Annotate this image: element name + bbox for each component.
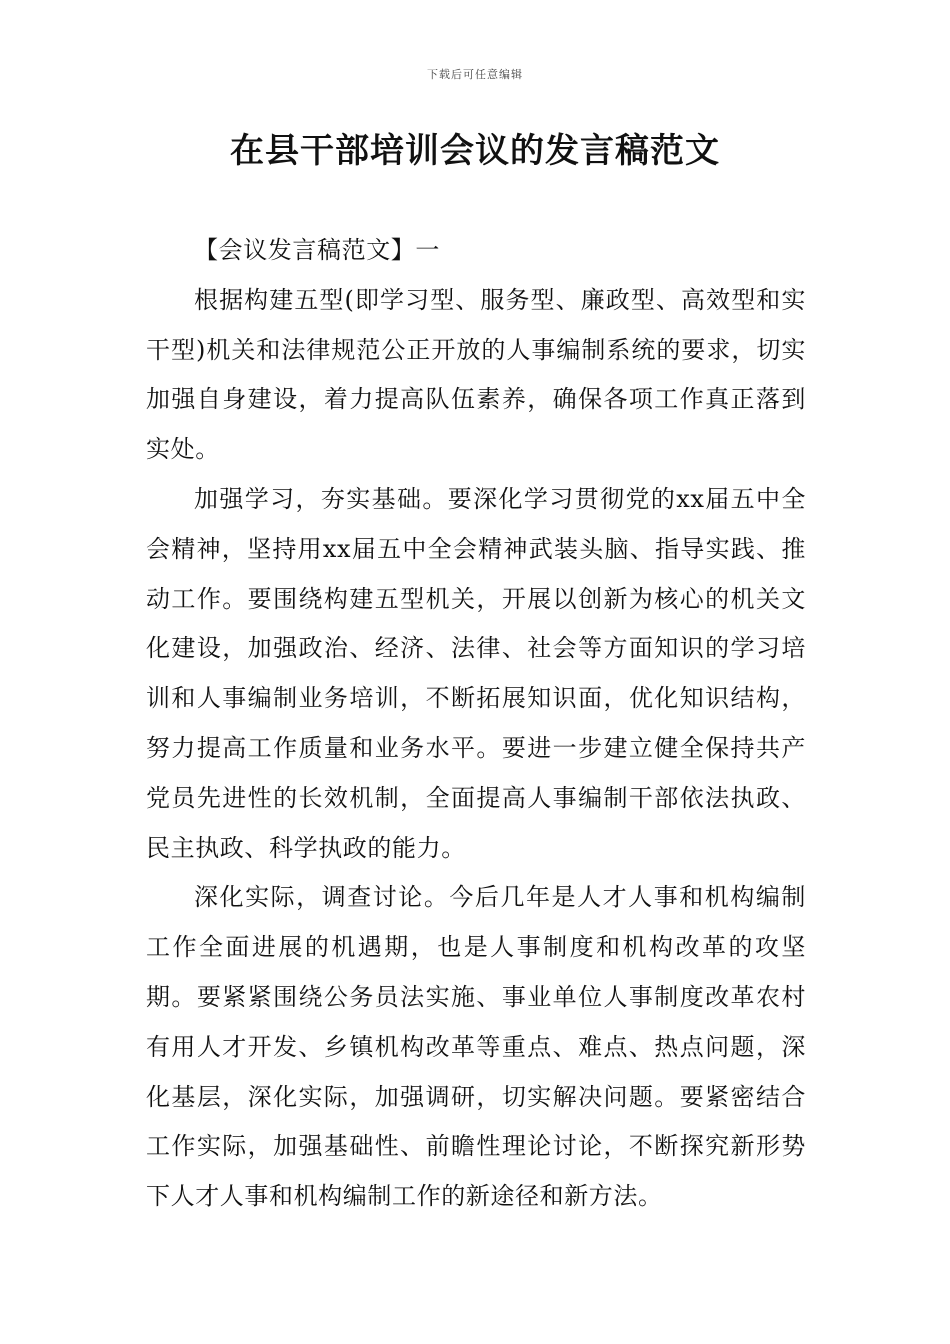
header-note: 下载后可任意编辑 (427, 68, 523, 81)
body-paragraph: 深化实际，调查讨论。今后几年是人才人事和机构编制工作全面进展的机遇期，也是人事制度和机构改革的攻坚期。要紧紧围绕公务员法实施、事业单位人事制度改革农村有用人才开发、乡镇机构改革等重点、难点、热点问题，深化基层，深化实际，加强调研，切实解决问题。要紧密结合工作实际，加强基础性、前瞻性理论讨论，不断探究新形势下人才人事和机构编制工作的新途径和新方法。 (146, 883, 806, 1211)
body-paragraph: 加强学习，夯实基础。要深化学习贯彻党的xx届五中全会精神，坚持用xx届五中全会精神武装头脑、指导实践、推动工作。要围绕构建五型机关，开展以创新为核心的机关文化建设，加强政治、经济、法律、社会等方面知识的学习培训和人事编制业务培训，不断拓展知识面，优化知识结构，努力提高工作质量和业务水平。要进一步建立健全保持共产党员先进性的长效机制，全面提高人事编制干部依法执政、民主执政、科学执政的能力。 (146, 484, 806, 862)
body-paragraph: 根据构建五型(即学习型、服务型、廉政型、高效型和实干型)机关和法律规范公正开放的人事编制系统的要求，切实加强自身建设，着力提高队伍素养，确保各项工作真正落到实处。 (146, 285, 806, 464)
document-title: 在县干部培训会议的发言稿范文 (230, 131, 720, 171)
document-body (146, 226, 806, 1222)
section-heading: 【会议发言稿范文】一 (194, 236, 440, 264)
